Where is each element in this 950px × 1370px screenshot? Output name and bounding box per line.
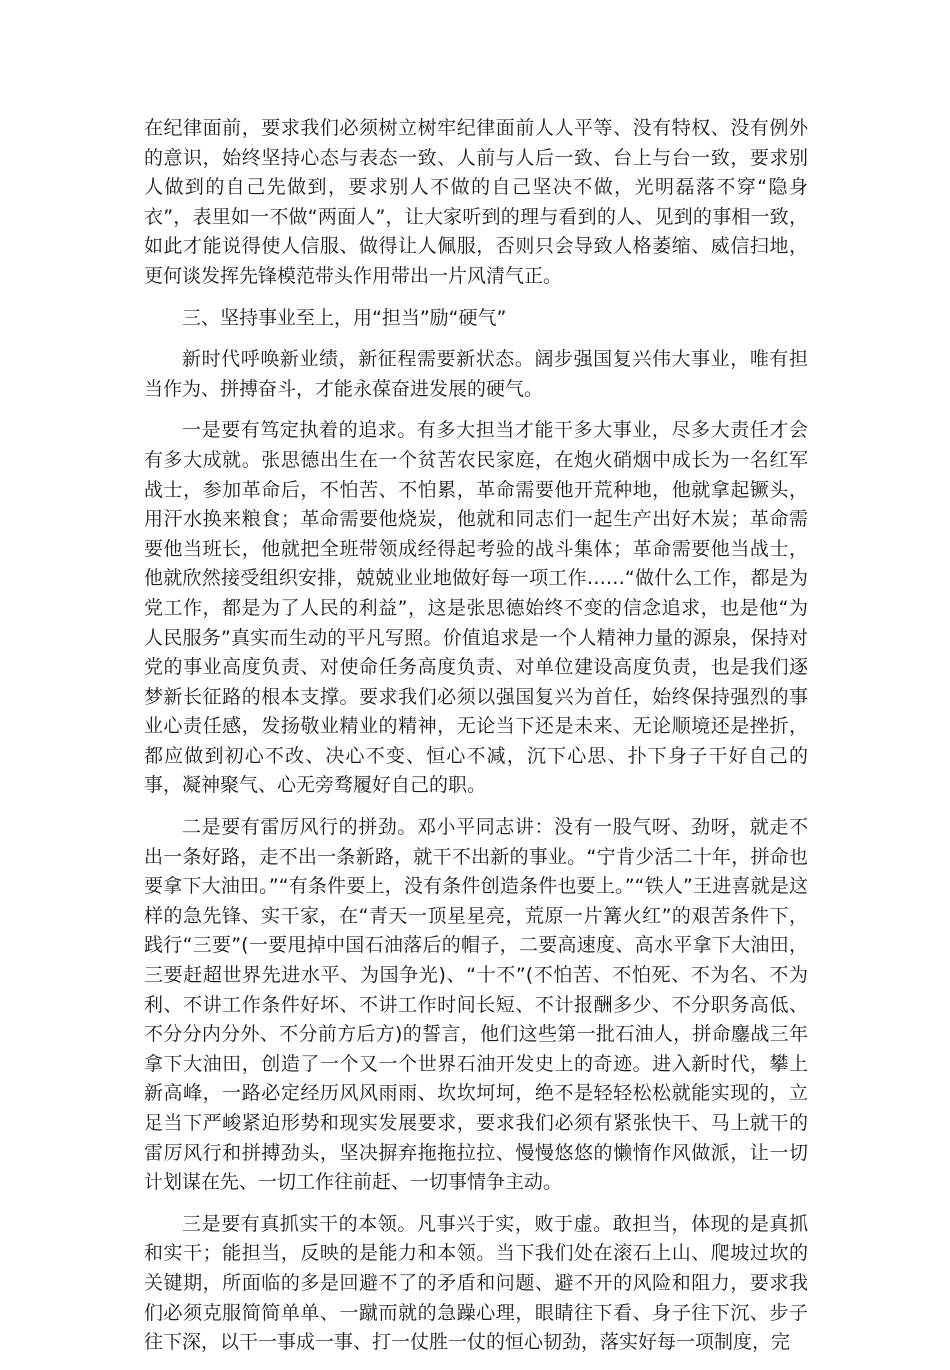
- paragraph-intro: 新时代呼唤新业绩，新征程需要新状态。阔步强国复兴伟大事业，唯有担当作为、拼搏奋斗，才能永葆奋进发展的硬气。: [144, 348, 808, 400]
- document-page: [144, 114, 808, 1370]
- section-heading: 三、坚持事业至上，用“担当”励“硬气”: [182, 306, 507, 329]
- paragraph-point-one: 一是要有笃定执着的追求。有多大担当才能干多大事业，尽多大责任才会有多大成就。张思德出生在一个贫苦农民家庭，在炮火硝烟中成长为一名红军战士，参加革命后，不怕苦、不怕累，革命需要他开荒种地，他就拿起镢头，用汗水换来粮食；革命需要他烧炭，他就和同志们一起生产出好木炭；革命需要他当班长，他就把全班带领成经得起考验的战斗集体；革命需要他当战士，他就欣然接受组织安排，兢兢业业地做好每一项工作……“做什么工作，都是为党工作，都是为了人民的利益”，这是张思德始终不变的信念追求，也是他“为人民服务”真实而生动的平凡写照。价值追求是一个人精神力量的源泉，保持对党的事业高度负责、对使命任务高度负责、对单位建设高度负责，也是我们逐梦新长征路的根本支撑。要求我们必须以强国复兴为首任，始终保持强烈的事业心责任感，发扬敬业精业的精神，无论当下还是未来、无论顺境还是挫折，都应做到初心不改、决心不变、恒心不减，沉下心思、扑下身子干好自己的事，凝神聚气、心无旁骛履好自己的职。: [144, 419, 808, 797]
- paragraph-point-two: 二是要有雷厉风行的拼劲。邓小平同志讲：没有一股气呀、劲呀，就走不出一条好路，走不出一条新路，就干不出新的事业。“宁肯少活二十年，拼命也要拿下大油田。”“有条件要上，没有条件创造条件也要上。”“铁人”王进喜就是这样的急先锋、实干家，在“青天一顶星星亮，荒原一片篝火红”的艰苦条件下，践行“三要”(一要甩掉中国石油落后的帽子，二要高速度、高水平拿下大油田，三要赶超世界先进水平、为国争光)、“十不”(不怕苦、不怕死、不为名、不为利、不讲工作条件好坏、不讲工作时间长短、不计报酬多少、不分职务高低、不分分内分外、不分前方后方)的誓言，他们这些第一批石油人，拼命鏖战三年拿下大油田，创造了一个又一个世界石油开发史上的奇迹。进入新时代，攀上新高峰，一路必定经历风风雨雨、坎坎坷坷，绝不是轻轻松松就能实现的，立足当下严峻紧迫形势和现实发展要求，要求我们必须有紧张快干、马上就干的雷厉风行和拼搏劲头，坚决摒弃拖拖拉拉、慢慢悠悠的懒惰作风做派，让一切计划谋在先、一切工作往前赶、一切事情争主动。: [144, 816, 808, 1194]
- paragraph-discipline: 在纪律面前，要求我们必须树立树牢纪律面前人人平等、没有特权、没有例外的意识，始终坚持心态与表态一致、人前与人后一致、台上与台一致，要求别人做到的自己先做到，要求别人不做的自己坚决不做，光明磊落不穿“隐身衣”，表里如一不做“两面人”，让大家听到的理与看到的人、见到的事相一致，如此才能说得使人信服、做得让人佩服，否则只会导致人格萎缩、威信扫地，更何谈发挥先锋模范带头作用带出一片风清气正。: [144, 117, 808, 287]
- paragraph-point-three: 三是要有真抓实干的本领。凡事兴于实，败于虚。敢担当，体现的是真抓和实干；能担当，反映的是能力和本领。当下我们处在滚石上山、爬坡过坎的关键期，所面临的多是回避不了的矛盾和问题、避不开的风险和阻力，要求我们必须克服简简单单、一蹴而就的急躁心理，眼睛往下看、身子往下沉、步子往下深，以干一事成一事、打一仗胜一仗的恒心韧劲，落实好每一项制度，完: [144, 1212, 808, 1354]
